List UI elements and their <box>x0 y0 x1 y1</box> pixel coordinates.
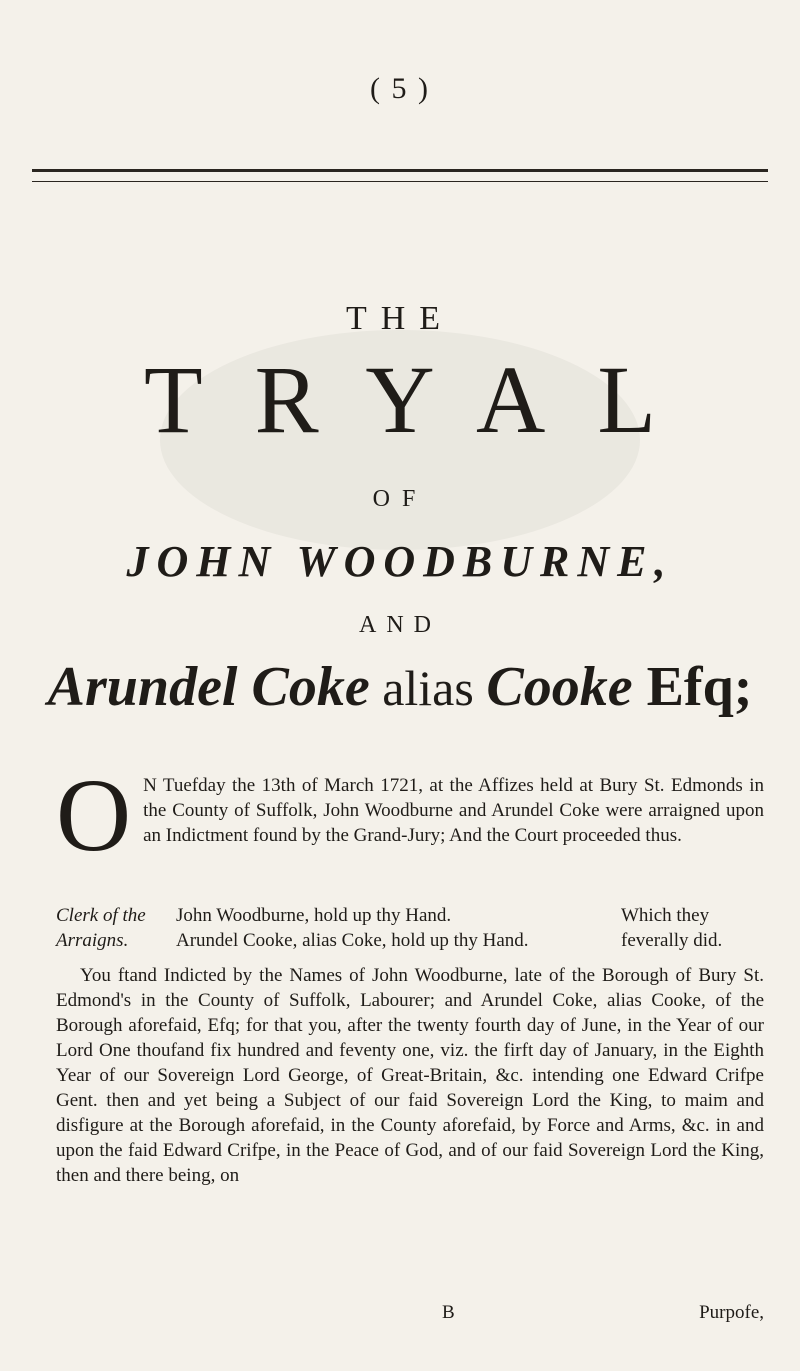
top-rule-thick <box>32 169 768 172</box>
title-tryal: TRYAL <box>143 346 709 453</box>
title-name2-alias: alias <box>369 660 487 716</box>
title-defendant-1: JOHN WOODBURNE, <box>126 537 674 586</box>
page-number: ( 5 ) <box>370 72 430 105</box>
top-rule-thin <box>32 181 768 182</box>
clerk-note-line2: feverally did. <box>621 930 723 951</box>
title-name2-first: Arundel Coke <box>47 656 370 718</box>
title-name2-suffix: Efq; <box>632 656 753 718</box>
title-name2-second: Cooke <box>486 656 633 718</box>
title-of: OF <box>372 486 428 512</box>
clerk-speech <box>176 903 616 953</box>
title-and: AND <box>359 612 441 638</box>
signature-mark: B <box>442 1302 455 1323</box>
clerk-note <box>621 903 771 953</box>
opening-paragraph <box>56 758 764 873</box>
opening-paragraph-text: N Tuefday the 13th of March 1721, at the Affizes held at Bury St. Edmonds in the County of Suffolk, John Woodburne and Arundel Coke were arraigned upon an Indictment found by the Grand-Jury; And the Court proceeded thus. <box>143 775 764 846</box>
clerk-label-line1: Clerk of the <box>56 905 146 926</box>
clerk-speech-line2: Arundel Cooke, alias Coke, hold up thy Hand. <box>176 930 529 951</box>
clerk-speech-line1: John Woodburne, hold up thy Hand. <box>176 905 452 926</box>
catchword: Purpofe, <box>699 1302 764 1323</box>
title-the: THE <box>345 300 455 337</box>
clerk-note-line1: Which they <box>621 905 710 926</box>
clerk-label <box>56 903 166 953</box>
clerk-label-line2: Arraigns. <box>56 930 129 951</box>
drop-cap: O <box>56 758 132 873</box>
title-defendant-2 <box>0 654 800 721</box>
indictment-paragraph: You ftand Indicted by the Names of John Woodburne, late of the Borough of Bury St. Edmond's in the County of Suffolk, Labourer; and Arundel Coke, alias Cooke, of the Borough aforefaid, Efq; for that you, after the twenty fourth day of June, in the Year of our Lord One thoufand fix hundred and feventy one, viz. the firft day of January, in the Eighth Year of our Sovereign Lord George, of Great-Britain, &c. intending one Edward Crifpe Gent. then and yet being a Subject of our faid Sovereign Lord the King, to maim and disfigure at the Borough aforefaid, in the County aforefaid, by Force and Arms, &c. in and upon the faid Edward Crifpe, in the Peace of God, and of our faid Sovereign Lord the King, then and there being, on <box>56 965 764 1186</box>
